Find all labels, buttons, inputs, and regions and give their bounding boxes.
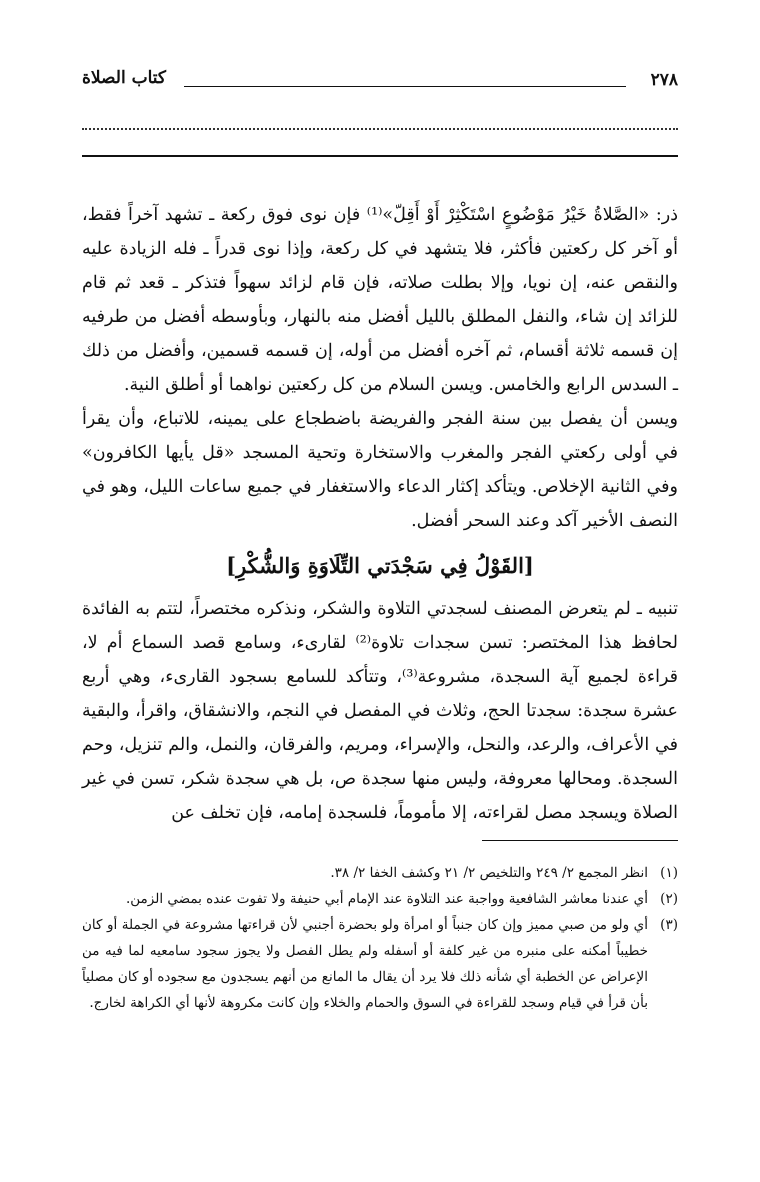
main-text (82, 198, 678, 830)
dotted-divider (82, 128, 678, 130)
footnote-number: (٣) (660, 917, 678, 933)
footnote-text: أي عندنا معاشر الشافعية وواجبة عند التلاوة عند الإمام أبي حنيفة ولا تفوت عنده بمضي الزمن. (125, 891, 648, 907)
paragraph: ذر: «الصَّلاةُ خَيْرُ مَوْضُوعٍ اسْتَكْثِرْ أَوْ أَقِلّ»⁽¹⁾ فإن نوى فوق ركعة ـ تشهد آخراً فقط، أو آخر كل ركعتين فأكثر، فلا يتشهد في كل ركعة، وإذا نوى قدراً ـ فله الزيادة عليه والنقص عنه، إن نويا، وإلا بطلت صلاته، فإن قام لزائد سهواً فتذكر ـ قعد ثم قام للزائد إن شاء، والنفل المطلق بالليل أفضل منه بالنهار، وبأوسطه أفضل من طرفيه إن قسمه ثلاثة أقسام، ثم آخره أفضل من أوله، إن قسمه قسمين، وأفضل من ذلك ـ السدس الرابع والخامس. ويسن السلام من كل ركعتين نواهما أو أطلق النية. (82, 205, 678, 395)
footnote (82, 912, 678, 1016)
header-rule (184, 86, 626, 87)
footnote-divider (482, 840, 678, 841)
footnote-text: انظر المجمع ٢/ ٢٤٩ والتلخيص ٢/ ٢١ وكشف الخفا ٢/ ٣٨. (330, 865, 648, 881)
section-heading: [القَوْلُ فِي سَجْدَتي التِّلَاوَةِ وَالشُّكْرِ] (226, 553, 534, 578)
footnotes (82, 860, 678, 1016)
footnote-number: (٢) (660, 891, 678, 907)
paragraph: تنبيه ـ لم يتعرض المصنف لسجدتي التلاوة والشكر، ونذكره مختصراً، لتتم به الفائدة لحافظ هذا المختصر: تسن سجدات تلاوة⁽²⁾ لقارىء، وسامع قصد السماع أم لا، قراءة لجميع آية السجدة، مشروعة⁽³⁾، وتتأكد للسامع بسجود القارىء، وهي أربع عشرة سجدة: سجدتا الحج، وثلاث في المفصل في النجم، والانشقاق، واقرأ، والبقية في الأعراف، والرعد، والنحل، والإسراء، ومريم، والفرقان، والنمل، والم تنزيل، وحم السجدة. ومحالها معروفة، وليس منها سجدة ص، بل هي سجدة شكر، تسن في غير الصلاة ويسجد مصل لقراءته، إلا مأموماً، فلسجدة إمامه، فإن تخلف عن (82, 599, 678, 823)
footnote (82, 860, 678, 886)
page-number: ٢٧٨ (650, 70, 678, 90)
footnote (82, 886, 678, 912)
footnote-text: أي ولو من صبي مميز وإن كان جنباً أو امرأة ولو بحضرة أجنبي لأن قراءتها مشروعة في الجملة أو كان خطيباً أمكنه على منبره من غير كلفة أو أسفله ولم يطل الفصل ولا يجوز سجود سامعيه لما فيه من الإعراض عن الخطبة أي شأنه ذلك فلا يرد أن يقال ما المانع من أنهم يسجدون مع سجوده أو كان مصلياً بأن قرأ في قيام وسجد للقراءة في السوق والحمام والخلاء وإن كانت مكروهة لأنها أي الكراهة لخارج. (82, 917, 648, 1011)
solid-divider (82, 155, 678, 157)
running-header (82, 62, 678, 98)
footnote-number: (١) (660, 865, 678, 881)
paragraph: ويسن أن يفصل بين سنة الفجر والفريضة باضطجاع على يمينه، للاتباع، وأن يقرأ في أولى ركعتي الفجر والمغرب والاستخارة وتحية المسجد «قل يأيها الكافرون» وفي الثانية الإخلاص. ويتأكد إكثار الدعاء والاستغفار في جميع ساعات الليل، وهو في النصف الأخير آكد وعند السحر أفضل. (82, 409, 678, 531)
book-title: كتاب الصلاة (82, 68, 167, 88)
